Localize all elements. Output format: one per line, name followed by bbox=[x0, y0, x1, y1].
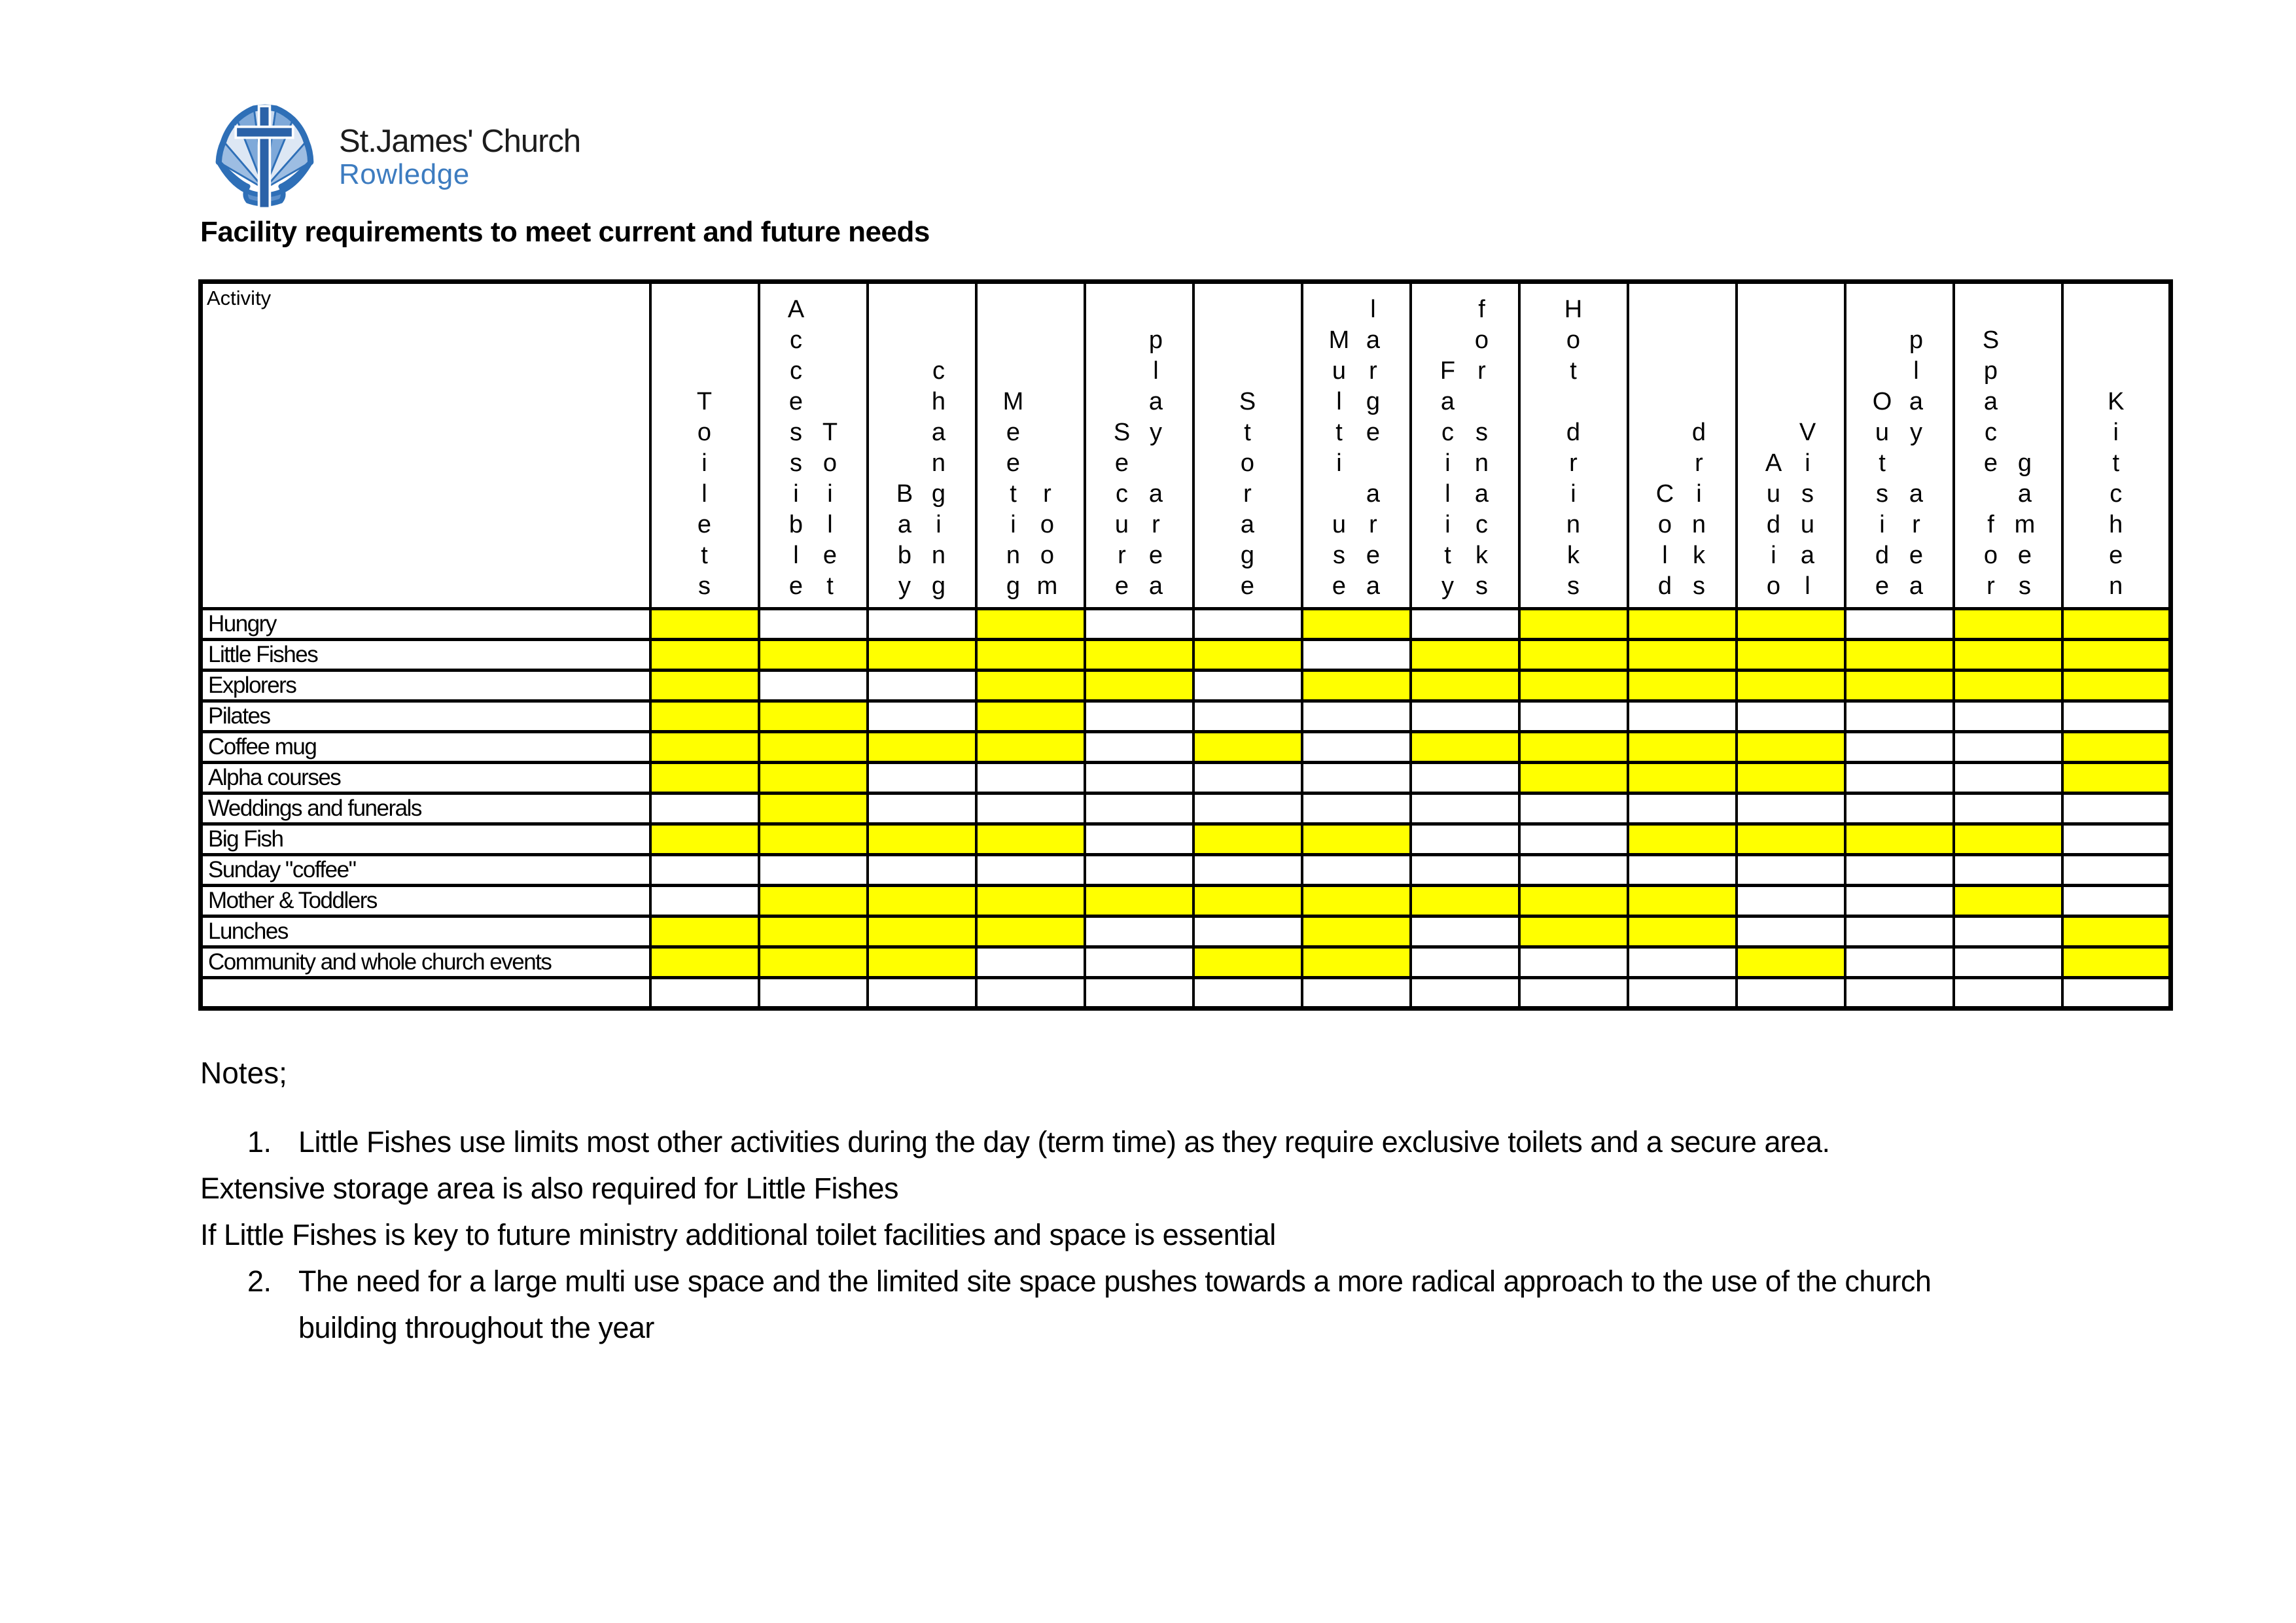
column-header-toilets bbox=[650, 282, 759, 609]
facility-cell bbox=[976, 794, 1085, 824]
activity-row-label: Alpha courses bbox=[201, 763, 650, 794]
table-header-row bbox=[201, 282, 2171, 609]
facility-cell bbox=[868, 824, 976, 855]
facility-cell bbox=[1411, 640, 1519, 671]
note-line bbox=[200, 1119, 2229, 1165]
facility-cell bbox=[1954, 978, 2062, 1009]
activity-row-label: Mother & Toddlers bbox=[201, 886, 650, 916]
facility-cell bbox=[1411, 855, 1519, 886]
facility-cell bbox=[2062, 732, 2171, 763]
facility-cell bbox=[976, 916, 1085, 947]
facility-cell bbox=[868, 701, 976, 732]
facility-cell bbox=[1845, 794, 1954, 824]
facility-cell bbox=[1193, 701, 1302, 732]
facility-cell bbox=[1845, 978, 1954, 1009]
activity-row bbox=[201, 701, 2171, 732]
facility-cell bbox=[1302, 978, 1411, 1009]
facility-cell bbox=[1954, 855, 2062, 886]
facility-cell bbox=[1628, 701, 1737, 732]
facility-cell bbox=[1737, 794, 1845, 824]
vertical-word: M u l t i u s e bbox=[1328, 326, 1350, 600]
facility-cell bbox=[1302, 855, 1411, 886]
facility-cell bbox=[650, 732, 759, 763]
facility-cell bbox=[1085, 671, 1193, 701]
facility-cell bbox=[1628, 732, 1737, 763]
facility-cell bbox=[1845, 916, 1954, 947]
vertical-word: B a b y bbox=[896, 480, 913, 600]
church-location: Rowledge bbox=[339, 158, 470, 190]
facility-cell bbox=[1302, 640, 1411, 671]
facility-cell bbox=[868, 794, 976, 824]
facility-cell bbox=[650, 947, 759, 978]
column-header-outside-play-area bbox=[1845, 282, 1954, 609]
facility-cell bbox=[759, 732, 868, 763]
facility-cell bbox=[1737, 732, 1845, 763]
facility-cell bbox=[1519, 732, 1628, 763]
column-header-hot-drinks bbox=[1519, 282, 1628, 609]
church-logo bbox=[200, 90, 580, 212]
facility-cell bbox=[1845, 701, 1954, 732]
activity-row-label: Big Fish bbox=[201, 824, 650, 855]
vertical-word: S p a c e f o r bbox=[1982, 326, 2000, 600]
facility-cell bbox=[1411, 732, 1519, 763]
facility-cell bbox=[1085, 794, 1193, 824]
facility-cell bbox=[1411, 609, 1519, 640]
column-header-storage bbox=[1193, 282, 1302, 609]
facility-cell bbox=[976, 671, 1085, 701]
column-header-kitchen bbox=[2062, 282, 2171, 609]
facility-cell bbox=[1954, 701, 2062, 732]
facility-cell bbox=[1628, 794, 1737, 824]
facility-cell bbox=[1411, 886, 1519, 916]
activity-row-label: Coffee mug bbox=[201, 732, 650, 763]
note-line bbox=[200, 1258, 2229, 1304]
shell-cross-icon bbox=[200, 90, 328, 212]
note-text: Extensive storage area is also required for Little Fishes bbox=[200, 1171, 899, 1205]
activity-row bbox=[201, 671, 2171, 701]
facility-cell bbox=[868, 947, 976, 978]
facility-cell bbox=[2062, 794, 2171, 824]
facility-cell bbox=[759, 916, 868, 947]
activity-row-label: Weddings and funerals bbox=[201, 794, 650, 824]
vertical-word: T o i l e t bbox=[822, 419, 838, 600]
vertical-word: K i t c h e n bbox=[2108, 388, 2125, 600]
facility-cell bbox=[759, 947, 868, 978]
facility-cell bbox=[1085, 824, 1193, 855]
facility-cell bbox=[2062, 886, 2171, 916]
facility-cell bbox=[1193, 732, 1302, 763]
facility-cell bbox=[976, 824, 1085, 855]
facility-cell bbox=[868, 732, 976, 763]
facility-cell bbox=[1519, 609, 1628, 640]
vertical-word: g a m e s bbox=[2014, 449, 2036, 600]
facility-cell bbox=[1193, 794, 1302, 824]
facility-cell bbox=[1193, 916, 1302, 947]
facility-cell bbox=[1954, 609, 2062, 640]
facility-cell bbox=[1085, 732, 1193, 763]
facility-cell bbox=[1737, 763, 1845, 794]
activity-row bbox=[201, 732, 2171, 763]
facility-cell bbox=[1628, 978, 1737, 1009]
note-text: If Little Fishes is key to future ministry additional toilet facilities and space is essential bbox=[200, 1217, 1276, 1251]
vertical-word: C o l d bbox=[1655, 480, 1674, 600]
vertical-word: l a r g e a r e a bbox=[1366, 296, 1381, 600]
page-title: Facility requirements to meet current and future needs bbox=[200, 216, 930, 248]
facility-cell bbox=[1193, 886, 1302, 916]
facility-cell bbox=[1519, 886, 1628, 916]
facility-cell bbox=[1628, 671, 1737, 701]
activity-row-label: Explorers bbox=[201, 671, 650, 701]
facility-cell bbox=[650, 916, 759, 947]
facility-cell bbox=[1519, 763, 1628, 794]
column-header-baby-changing bbox=[868, 282, 976, 609]
activity-row bbox=[201, 794, 2171, 824]
facility-cell bbox=[1954, 640, 2062, 671]
facility-cell bbox=[976, 732, 1085, 763]
facility-cell bbox=[1193, 855, 1302, 886]
facility-cell bbox=[1737, 947, 1845, 978]
facility-cell bbox=[1845, 640, 1954, 671]
column-header-secure-play-area bbox=[1085, 282, 1193, 609]
facility-cell bbox=[1411, 916, 1519, 947]
facility-cell bbox=[1193, 671, 1302, 701]
facility-cell bbox=[1085, 886, 1193, 916]
facility-cell bbox=[1411, 763, 1519, 794]
facility-cell bbox=[650, 978, 759, 1009]
facility-cell bbox=[759, 824, 868, 855]
activity-row-label: Little Fishes bbox=[201, 640, 650, 671]
activity-row-label: Community and whole church events bbox=[201, 947, 650, 978]
vertical-word: f o r s n a c k s bbox=[1474, 296, 1489, 600]
facility-cell bbox=[1737, 824, 1845, 855]
facility-cell bbox=[1954, 947, 2062, 978]
vertical-word: T o i l e t s bbox=[696, 388, 713, 600]
facility-cell bbox=[650, 640, 759, 671]
activity-row bbox=[201, 855, 2171, 886]
facility-cell bbox=[1845, 671, 1954, 701]
facility-cell bbox=[868, 640, 976, 671]
facility-cell bbox=[1085, 763, 1193, 794]
facility-cell bbox=[1085, 609, 1193, 640]
facility-cell bbox=[1628, 609, 1737, 640]
facility-cell bbox=[1628, 947, 1737, 978]
vertical-word: V i s u a l bbox=[1799, 419, 1816, 600]
activity-corner-header: Activity bbox=[201, 282, 650, 609]
facility-cell bbox=[1302, 609, 1411, 640]
notes-lines bbox=[200, 1119, 2229, 1351]
facility-cell bbox=[976, 701, 1085, 732]
facilities-table-wrap bbox=[198, 279, 2173, 1011]
facility-cell bbox=[1085, 855, 1193, 886]
activity-row-label: Hungry bbox=[201, 609, 650, 640]
facility-cell bbox=[1302, 916, 1411, 947]
note-line bbox=[200, 1212, 2229, 1258]
facility-cell bbox=[1737, 886, 1845, 916]
facility-cell bbox=[1085, 640, 1193, 671]
activity-row bbox=[201, 763, 2171, 794]
facilities-table bbox=[198, 279, 2173, 1011]
facility-cell bbox=[1845, 732, 1954, 763]
facility-cell bbox=[1845, 609, 1954, 640]
facility-cell bbox=[868, 609, 976, 640]
facility-cell bbox=[1302, 794, 1411, 824]
facility-cell bbox=[1845, 763, 1954, 794]
activity-row-label: Lunches bbox=[201, 916, 650, 947]
column-header-accessible-toilet bbox=[759, 282, 868, 609]
activity-row-label: Pilates bbox=[201, 701, 650, 732]
facility-cell bbox=[1628, 855, 1737, 886]
facility-cell bbox=[759, 763, 868, 794]
facility-cell bbox=[650, 701, 759, 732]
facility-cell bbox=[2062, 824, 2171, 855]
facility-cell bbox=[1954, 763, 2062, 794]
facility-cell bbox=[1628, 640, 1737, 671]
note-line bbox=[298, 1304, 2229, 1351]
vertical-word: r o o m bbox=[1036, 480, 1058, 600]
facility-cell bbox=[1737, 640, 1845, 671]
facility-cell bbox=[1302, 763, 1411, 794]
activity-row bbox=[201, 640, 2171, 671]
vertical-word: A u d i o bbox=[1765, 449, 1782, 600]
facility-cell bbox=[1628, 824, 1737, 855]
facility-cell bbox=[2062, 978, 2171, 1009]
column-header-facility-for-snacks bbox=[1411, 282, 1519, 609]
facility-cell bbox=[1954, 671, 2062, 701]
notes-heading: Notes; bbox=[200, 1056, 287, 1090]
facility-cell bbox=[976, 763, 1085, 794]
facility-cell bbox=[650, 671, 759, 701]
activity-row bbox=[201, 886, 2171, 916]
facility-cell bbox=[650, 855, 759, 886]
church-name: St.James' Church bbox=[339, 124, 581, 159]
facility-cell bbox=[759, 794, 868, 824]
facility-cell bbox=[1193, 824, 1302, 855]
facility-cell bbox=[759, 701, 868, 732]
vertical-word: S e c u r e bbox=[1113, 419, 1131, 600]
facility-cell bbox=[868, 763, 976, 794]
note-text: Little Fishes use limits most other activities during the day (term time) as they require exclusive toilets and a secure area. bbox=[298, 1125, 1830, 1159]
facility-cell bbox=[1302, 947, 1411, 978]
activity-row bbox=[201, 978, 2171, 1009]
facility-cell bbox=[868, 916, 976, 947]
facility-cell bbox=[759, 640, 868, 671]
activity-row bbox=[201, 947, 2171, 978]
facility-cell bbox=[1302, 824, 1411, 855]
activity-row bbox=[201, 824, 2171, 855]
vertical-word: S t o r a g e bbox=[1239, 388, 1256, 600]
vertical-word: H o t d r i n k s bbox=[1564, 296, 1583, 600]
facility-cell bbox=[868, 978, 976, 1009]
vertical-word: O u t s i d e bbox=[1872, 388, 1892, 600]
facility-cell bbox=[976, 978, 1085, 1009]
facility-cell bbox=[1737, 671, 1845, 701]
vertical-word: d r i n k s bbox=[1691, 419, 1706, 600]
facility-cell bbox=[976, 609, 1085, 640]
facility-cell bbox=[868, 855, 976, 886]
facility-cell bbox=[1628, 763, 1737, 794]
facility-cell bbox=[976, 947, 1085, 978]
facility-cell bbox=[759, 671, 868, 701]
note-marker: 2. bbox=[247, 1264, 272, 1298]
facility-cell bbox=[759, 855, 868, 886]
facility-cell bbox=[2062, 763, 2171, 794]
vertical-word: A c c e s s i b l e bbox=[787, 296, 805, 600]
facility-cell bbox=[1845, 886, 1954, 916]
facility-cell bbox=[1519, 794, 1628, 824]
facility-cell bbox=[1519, 824, 1628, 855]
facility-cell bbox=[2062, 855, 2171, 886]
facility-cell bbox=[2062, 916, 2171, 947]
facility-cell bbox=[868, 671, 976, 701]
facility-cell bbox=[2062, 609, 2171, 640]
facility-cell bbox=[1737, 916, 1845, 947]
facility-cell bbox=[1085, 978, 1193, 1009]
note-line bbox=[200, 1165, 2229, 1212]
activity-row-label: Sunday "coffee" bbox=[201, 855, 650, 886]
facility-cell bbox=[1411, 794, 1519, 824]
facility-cell bbox=[1302, 701, 1411, 732]
facility-cell bbox=[1302, 732, 1411, 763]
facility-cell bbox=[1954, 916, 2062, 947]
facility-cell bbox=[1954, 824, 2062, 855]
facility-cell bbox=[1085, 916, 1193, 947]
facility-cell bbox=[2062, 701, 2171, 732]
facility-cell bbox=[650, 794, 759, 824]
facility-cell bbox=[2062, 947, 2171, 978]
facility-cell bbox=[1845, 947, 1954, 978]
vertical-word: p l a y a r e a bbox=[1909, 326, 1924, 600]
note-text: The need for a large multi use space and the limited site space pushes towards a more radical approach to the use of the church bbox=[298, 1264, 1932, 1298]
facility-cell bbox=[1519, 916, 1628, 947]
facility-cell bbox=[868, 886, 976, 916]
facility-cell bbox=[1628, 916, 1737, 947]
facility-cell bbox=[1193, 609, 1302, 640]
facility-cell bbox=[1737, 609, 1845, 640]
facility-cell bbox=[1193, 640, 1302, 671]
facility-cell bbox=[1954, 732, 2062, 763]
facility-cell bbox=[759, 886, 868, 916]
facility-cell bbox=[1411, 978, 1519, 1009]
facility-cell bbox=[1193, 763, 1302, 794]
vertical-word: p l a y a r e a bbox=[1148, 326, 1163, 600]
column-header-audio-visual bbox=[1737, 282, 1845, 609]
facility-cell bbox=[1519, 701, 1628, 732]
facility-cell bbox=[1411, 671, 1519, 701]
column-header-cold-drinks bbox=[1628, 282, 1737, 609]
facility-cell bbox=[1628, 886, 1737, 916]
facility-cell bbox=[1845, 855, 1954, 886]
facility-cell bbox=[650, 609, 759, 640]
facility-cell bbox=[1519, 640, 1628, 671]
note-text: building throughout the year bbox=[298, 1310, 654, 1344]
vertical-word: M e e t i n g bbox=[1002, 388, 1024, 600]
facility-cell bbox=[1737, 855, 1845, 886]
facility-cell bbox=[1085, 947, 1193, 978]
facility-cell bbox=[759, 609, 868, 640]
facility-cell bbox=[2062, 640, 2171, 671]
facility-cell bbox=[1519, 671, 1628, 701]
vertical-word: c h a n g i n g bbox=[931, 357, 946, 600]
facility-cell bbox=[976, 640, 1085, 671]
facility-cell bbox=[976, 855, 1085, 886]
note-marker: 1. bbox=[247, 1125, 272, 1159]
facility-cell bbox=[759, 978, 868, 1009]
facility-cell bbox=[650, 886, 759, 916]
facility-cell bbox=[1519, 978, 1628, 1009]
column-header-meeting-room bbox=[976, 282, 1085, 609]
facility-cell bbox=[1845, 824, 1954, 855]
facility-cell bbox=[1193, 978, 1302, 1009]
facility-cell bbox=[650, 763, 759, 794]
facility-cell bbox=[1954, 794, 2062, 824]
facility-cell bbox=[976, 886, 1085, 916]
facility-cell bbox=[1411, 824, 1519, 855]
facility-cell bbox=[2062, 671, 2171, 701]
activity-row-label bbox=[201, 978, 650, 1009]
column-header-multi-use-large-area bbox=[1302, 282, 1411, 609]
facility-cell bbox=[1519, 947, 1628, 978]
facility-cell bbox=[1411, 947, 1519, 978]
activity-row bbox=[201, 916, 2171, 947]
notes-section bbox=[200, 1055, 2229, 1351]
vertical-word: F a c i l i t y bbox=[1439, 357, 1456, 600]
facility-cell bbox=[1302, 886, 1411, 916]
facility-cell bbox=[1193, 947, 1302, 978]
facility-cell bbox=[1954, 886, 2062, 916]
facility-cell bbox=[1302, 671, 1411, 701]
facility-cell bbox=[1085, 701, 1193, 732]
facility-cell bbox=[1519, 855, 1628, 886]
column-header-space-for-games bbox=[1954, 282, 2062, 609]
facility-cell bbox=[1737, 701, 1845, 732]
activity-row bbox=[201, 609, 2171, 640]
facility-cell bbox=[1737, 978, 1845, 1009]
facility-cell bbox=[650, 824, 759, 855]
facility-cell bbox=[1411, 701, 1519, 732]
